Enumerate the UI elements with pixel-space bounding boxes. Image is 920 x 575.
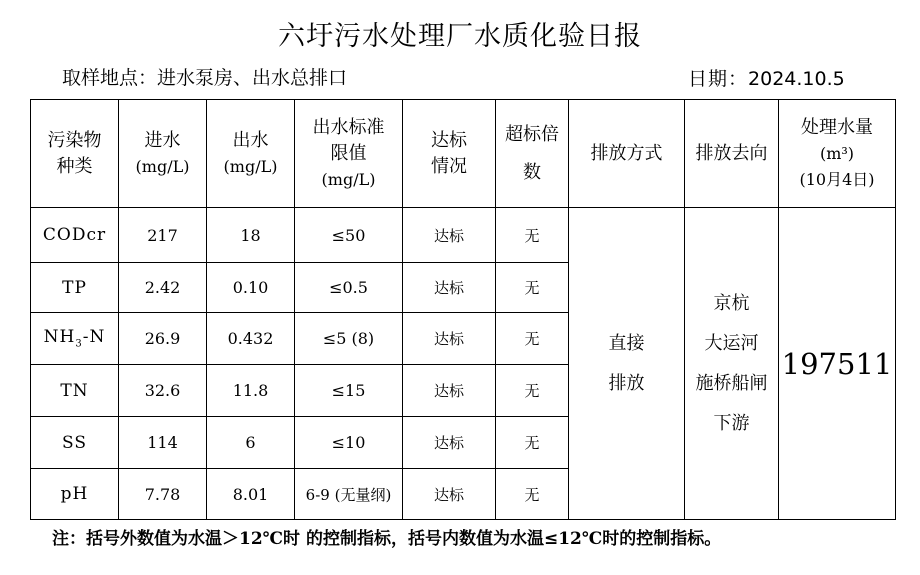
inflow-cell: 7.78 bbox=[119, 469, 207, 520]
header-inflow: 进水 (mg/L) bbox=[119, 100, 207, 208]
exceed-cell: 无 bbox=[496, 313, 569, 365]
outflow-cell: 0.10 bbox=[207, 263, 295, 313]
exceed-cell: 无 bbox=[496, 263, 569, 313]
outflow-cell: 8.01 bbox=[207, 469, 295, 520]
limit-cell: ≤50 bbox=[295, 208, 403, 263]
discharge-dest-cell: 京杭 大运河 施桥船闸 下游 bbox=[685, 208, 779, 520]
table-row bbox=[31, 208, 896, 263]
exceed-cell: 无 bbox=[496, 208, 569, 263]
limit-cell: ≤10 bbox=[295, 417, 403, 469]
header-outflow: 出水 (mg/L) bbox=[207, 100, 295, 208]
header-discharge-dest: 排放去向 bbox=[685, 100, 779, 208]
header-limit: 出水标准 限值 (mg/L) bbox=[295, 100, 403, 208]
outflow-cell: 11.8 bbox=[207, 365, 295, 417]
inflow-cell: 2.42 bbox=[119, 263, 207, 313]
exceed-cell: 无 bbox=[496, 417, 569, 469]
status-cell: 达标 bbox=[403, 313, 496, 365]
header-exceed: 超标倍 数 bbox=[496, 100, 569, 208]
water-quality-table bbox=[30, 99, 896, 520]
header-pollutant: 污染物 种类 bbox=[31, 100, 119, 208]
inflow-cell: 26.9 bbox=[119, 313, 207, 365]
date-label: 日期： bbox=[688, 68, 749, 90]
outflow-cell: 6 bbox=[207, 417, 295, 469]
param-cell: TP bbox=[31, 263, 119, 313]
status-cell: 达标 bbox=[403, 417, 496, 469]
inflow-cell: 32.6 bbox=[119, 365, 207, 417]
inflow-cell: 217 bbox=[119, 208, 207, 263]
sampling-location: 取样地点：进水泵房、出水总排口 bbox=[62, 67, 348, 89]
limit-cell: ≤5 (8) bbox=[295, 313, 403, 365]
volume-value-cell: 197511 bbox=[779, 208, 896, 520]
exceed-cell: 无 bbox=[496, 365, 569, 417]
inflow-cell: 114 bbox=[119, 417, 207, 469]
exceed-cell: 无 bbox=[496, 469, 569, 520]
outflow-cell: 18 bbox=[207, 208, 295, 263]
limit-cell: ≤0.5 bbox=[295, 263, 403, 313]
limit-cell: ≤15 bbox=[295, 365, 403, 417]
status-cell: 达标 bbox=[403, 263, 496, 313]
outflow-cell: 0.432 bbox=[207, 313, 295, 365]
param-cell: SS bbox=[31, 417, 119, 469]
report-date bbox=[688, 64, 845, 91]
discharge-method-cell: 直接 排放 bbox=[569, 208, 685, 520]
param-cell: $NH_3-N$ bbox=[31, 313, 119, 365]
header-row bbox=[31, 100, 896, 208]
param-cell: CODcr bbox=[31, 208, 119, 263]
footnote: 注：括号外数值为水温＞12℃时 的控制指标，括号内数值为水温≤12℃时的控制指标。 bbox=[52, 529, 722, 549]
status-cell: 达标 bbox=[403, 469, 496, 520]
param-cell: TN bbox=[31, 365, 119, 417]
header-compliance: 达标 情况 bbox=[403, 100, 496, 208]
status-cell: 达标 bbox=[403, 365, 496, 417]
status-cell: 达标 bbox=[403, 208, 496, 263]
param-cell: pH bbox=[31, 469, 119, 520]
limit-cell: 6-9 (无量纲) bbox=[295, 469, 403, 520]
header-volume: 处理水量 (m³) (10月4日) bbox=[779, 100, 896, 208]
date-value: 2024.10.5 bbox=[748, 68, 845, 90]
header-discharge-method: 排放方式 bbox=[569, 100, 685, 208]
report-title: 六圩污水处理厂水质化验日报 bbox=[278, 21, 642, 52]
